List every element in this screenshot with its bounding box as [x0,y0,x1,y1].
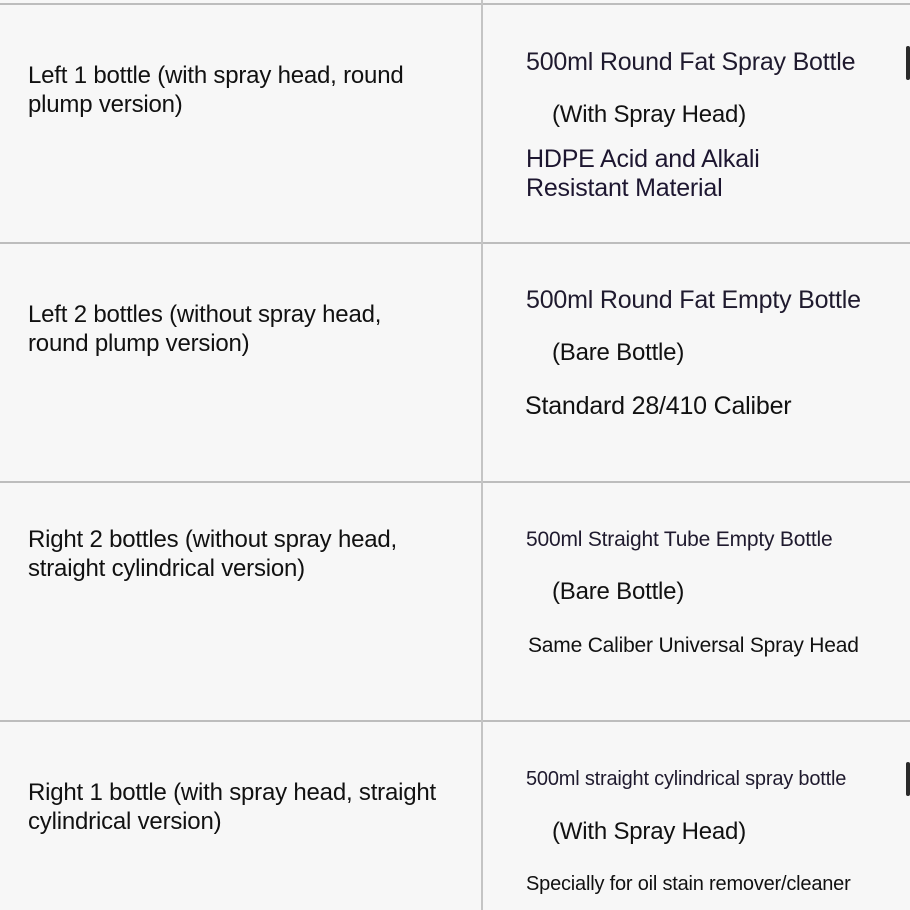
row-3-left-label: Right 2 bottles (without spray head, straight cylindrical version) [28,526,398,582]
row-divider [0,481,910,483]
clipped-image-edge [906,762,910,796]
column-divider [481,0,483,910]
row-4-note: Specially for oil stain remover/cleaner [526,873,851,895]
row-1-left-label: Left 1 bottle (with spray head, round plump version) [28,62,404,118]
row-4-left-label: Right 1 bottle (with spray head, straight cylindrical version) [28,779,437,835]
clipped-image-edge [906,46,910,80]
row-2-subtitle: (Bare Bottle) [552,339,685,366]
row-3-title: 500ml Straight Tube Empty Bottle [526,528,833,551]
row-4-subtitle: (With Spray Head) [552,818,746,845]
row-divider [0,242,910,244]
row-divider [0,720,910,722]
row-4-title: 500ml straight cylindrical spray bottle [526,768,847,790]
row-1-subtitle: (With Spray Head) [552,101,746,128]
row-2-note: Standard 28/410 Caliber [525,392,792,420]
row-3-subtitle: (Bare Bottle) [552,578,685,605]
row-1-note: HDPE Acid and Alkali Resistant Material [526,145,760,202]
row-3-note: Same Caliber Universal Spray Head [528,634,859,657]
row-2-left-label: Left 2 bottles (without spray head, round plump version) [28,301,382,357]
row-1-title: 500ml Round Fat Spray Bottle [526,48,856,76]
row-divider [0,3,910,5]
row-2-title: 500ml Round Fat Empty Bottle [526,286,861,314]
